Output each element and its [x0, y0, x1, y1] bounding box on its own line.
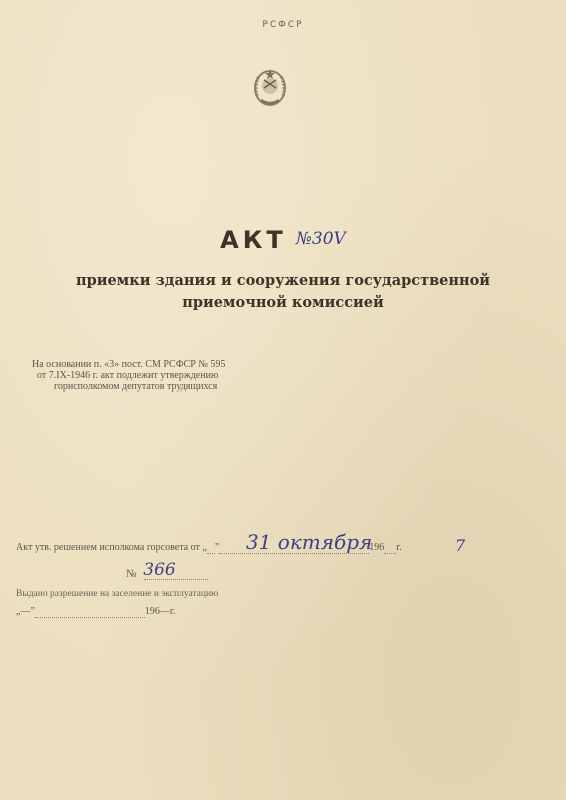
permit-date-quote: „—”	[16, 606, 35, 617]
permit-year: 196—г.	[144, 606, 176, 617]
permit-date-line	[16, 606, 175, 618]
subtitle-line-1: приемки здания и сооружения государственной	[75, 272, 491, 289]
basis-line-1: На основании п. «3» пост. СМ РСФСР № 595	[32, 359, 226, 370]
approval-date-handwritten: 31 октября	[246, 530, 373, 554]
approval-year-printed: 196	[369, 542, 385, 553]
approval-quote-close: ”	[214, 542, 220, 553]
approval-label: Акт утв. решением исполкома горсовета от	[16, 542, 200, 553]
approval-year-suffix: г.	[396, 542, 402, 553]
act-subtitle	[0, 270, 566, 314]
approval-quote-open: „	[202, 542, 207, 553]
act-number-handwritten: №30Ⅴ	[295, 229, 346, 249]
legal-basis-note	[30, 359, 270, 392]
basis-line-2: от 7.IX-1946 г. акт подлежит утверждению	[37, 370, 219, 381]
approval-number-row	[126, 562, 176, 582]
approval-number-handwritten: 366	[143, 560, 176, 580]
approval-number-label: №	[126, 568, 137, 580]
approval-year-digit-handwritten: 7	[455, 536, 466, 555]
approval-number-underline	[144, 579, 208, 580]
republic-header: РСФСР	[262, 20, 304, 30]
basis-line-3: горисполкомом депутатов трудящихся	[54, 381, 218, 392]
act-title-word: АКТ	[220, 226, 287, 254]
subtitle-line-2: приемочной комиссией	[182, 294, 384, 311]
act-title	[0, 226, 566, 254]
permit-label: Выдано разрешение на заселение и эксплуатацию	[16, 589, 219, 599]
state-emblem-icon	[250, 66, 290, 110]
